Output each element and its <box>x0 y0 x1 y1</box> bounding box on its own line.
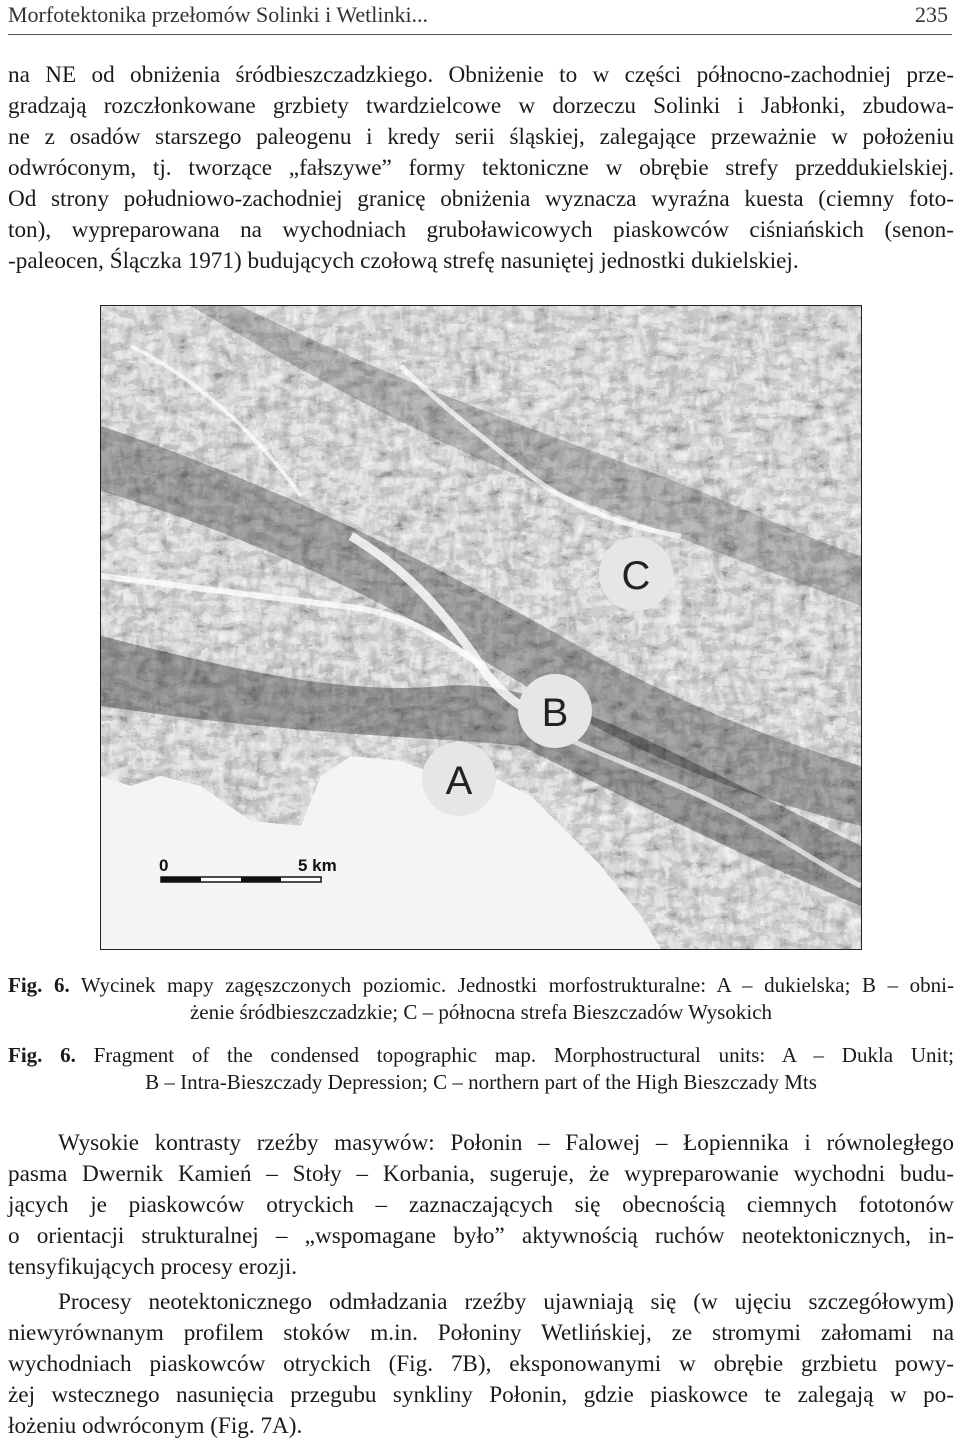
caption-english <box>8 1042 954 1096</box>
scale-end-label: 5 km <box>298 856 337 875</box>
text-line: pasma Dwernik Kamień – Stoły – Korbania, sugeruje, że wypreparowanie wychodni budu- <box>8 1161 954 1187</box>
text-line: Procesy neotektonicznego odmładzania rzeźby ujawniają się (w ujęciu szczegółowym) <box>58 1289 954 1315</box>
label-b-text: B <box>541 691 569 735</box>
caption-text: Wycinek mapy zagęszczonych poziomic. Jednostki morfostrukturalne: A – dukielska; B – obni- <box>69 973 954 997</box>
scale-start-label: 0 <box>159 856 169 875</box>
header-rule <box>8 34 952 35</box>
caption-line <box>8 972 954 999</box>
caption-line <box>8 1042 954 1069</box>
running-header <box>8 2 948 32</box>
text-line: ne z osadów starszego paleogenu i kredy serii śląskiej, zalegające przeważnie w położeniu <box>8 124 954 150</box>
text-line: niewyrównanym profilem stoków m.in. Połoniny Wetlińskiej, ze stromymi załomami na <box>8 1320 954 1346</box>
page-number: 235 <box>915 2 948 27</box>
text-line: jących je piaskowców otryckich – zaznaczających się obecnością ciemnych fototonów <box>8 1192 954 1218</box>
text-line: -paleocen, Ślączka 1971) budujących czołową strefę nasuniętej jednostki dukielskiej. <box>8 248 799 274</box>
text-line: Od strony południowo-zachodniej granicę obniżenia wyznacza wyraźna kuesta (ciemny foto- <box>8 186 954 212</box>
text-line: tensyfikujących procesy erozji. <box>8 1254 298 1280</box>
text-line: o orientacji strukturalnej – „wspomagane było” aktywnością ruchów neotektonicznych, in- <box>8 1223 954 1249</box>
topographic-map-figure <box>100 305 862 950</box>
map-svg <box>101 306 861 949</box>
paragraph-1 <box>8 60 954 277</box>
paragraph-3 <box>8 1287 954 1442</box>
text-line: odwróconym, tj. tworzące „fałszywe” formy tektoniczne w obrębie strefy przeddukielskiej. <box>8 155 954 181</box>
scale-bar-segment-1 <box>161 877 201 882</box>
label-a-text: A <box>445 759 473 803</box>
label-c <box>599 537 673 611</box>
scale-bar-segment-2 <box>241 877 281 882</box>
text-line: żej wstecznego nasunięcia przegubu synkliny Połonin, gdzie piaskowce te zalegają w po- <box>8 1382 954 1408</box>
paragraph-2 <box>8 1128 954 1283</box>
caption-line: żenie śródbieszczadzkie; C – północna strefa Bieszczadów Wysokich <box>189 1000 773 1024</box>
text-line: ton), wypreparowana na wychodniach gruboławicowych piaskowców ciśniańskich (senon- <box>8 217 954 243</box>
text-line: Wysokie kontrasty rzeźby masywów: Połonin – Falowej – Łopiennika i równoległego <box>58 1130 954 1156</box>
text-line: gradzają rozczłonkowane grzbiety twardzielcowe w dorzeczu Solinki i Jabłonki, zbudowa- <box>8 93 954 119</box>
text-line: łożeniu odwróconym (Fig. 7A). <box>8 1413 303 1439</box>
running-title: Morfotektonika przełomów Solinki i Wetlinki... <box>8 2 429 27</box>
caption-polish <box>8 972 954 1026</box>
caption-line: B – Intra-Bieszczady Depression; C – northern part of the High Bieszczady Mts <box>145 1070 817 1094</box>
text-line: na NE od obniżenia śródbieszczadzkiego. Obniżenie to w części północno-zachodniej prze- <box>8 62 954 88</box>
caption-text: Fragment of the condensed topographic map. Morphostructural units: A – Dukla Unit; <box>75 1043 954 1067</box>
text-line: wychodniach piaskowców otryckich (Fig. 7B), eksponowanymi w obrębie grzbietu powy- <box>8 1351 954 1377</box>
fig-label: Fig. 6. <box>8 1043 76 1067</box>
label-c-text: C <box>621 554 651 598</box>
fig-label: Fig. 6. <box>8 973 70 997</box>
label-b <box>518 674 592 748</box>
label-a <box>422 742 496 816</box>
